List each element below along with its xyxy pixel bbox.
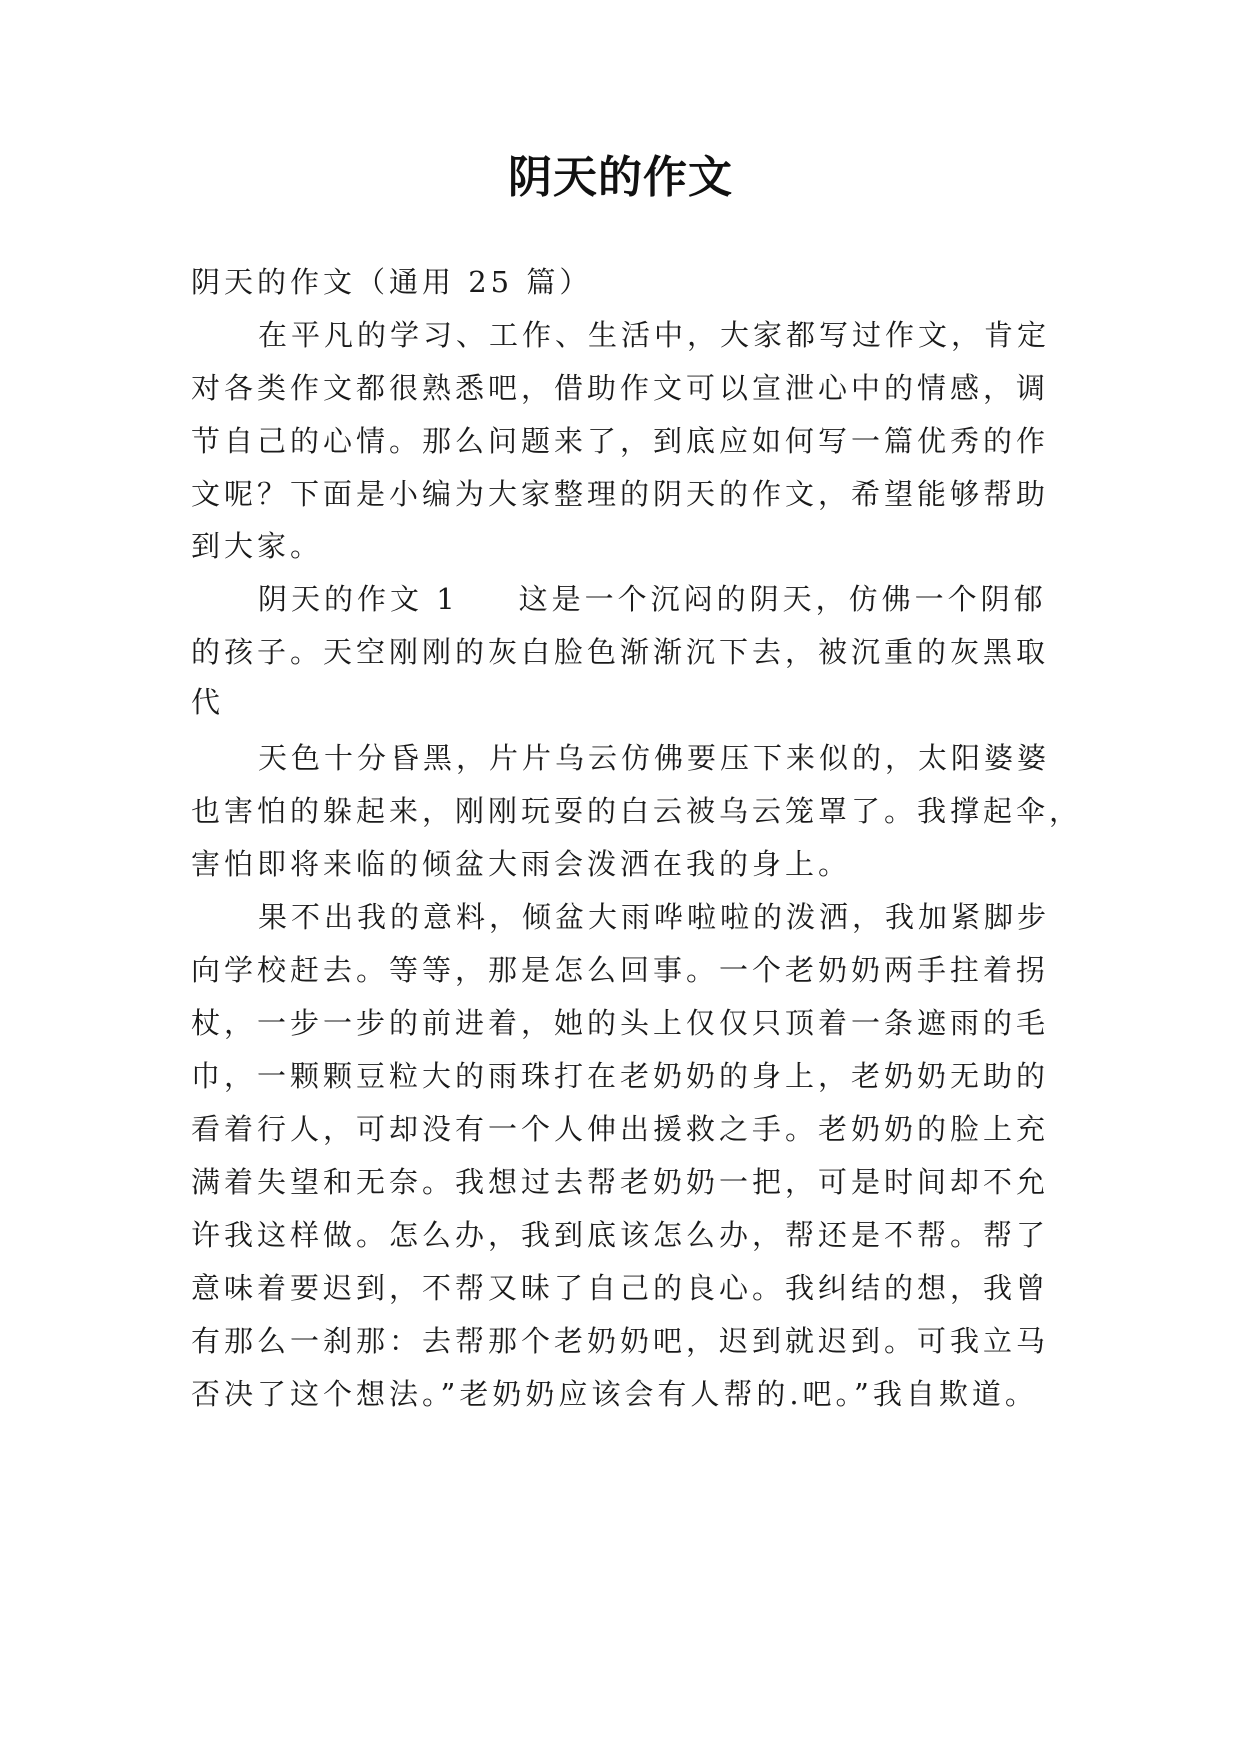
paragraph-line: 许我这样做。怎么办，我到底该怎么办，帮还是不帮。帮了 <box>191 1218 1050 1252</box>
paragraph-line: 有那么一刹那：去帮那个老奶奶吧，迟到就迟到。可我立马 <box>191 1324 1050 1358</box>
essay1-first-line <box>258 579 1051 619</box>
intro-line: 文呢？下面是小编为大家整理的阴天的作文，希望能够帮助 <box>191 477 1050 511</box>
paragraph-line: 果不出我的意料，倾盆大雨哗啦啦的泼洒，我加紧脚步 <box>258 900 1051 934</box>
paragraph-line: 天色十分昏黑，片片乌云仿佛要压下来似的，太阳婆婆 <box>258 741 1051 775</box>
page-title: 阴天的作文 <box>508 152 733 203</box>
paragraph-line: 向学校赶去。等等，那是怎么回事。一个老奶奶两手拄着拐 <box>191 953 1050 987</box>
essay1-heading: 阴天的作文 1 <box>258 582 459 616</box>
essay1-line: 代 <box>191 685 225 719</box>
document-subtitle: 阴天的作文（通用 25 篇） <box>191 265 593 299</box>
paragraph-line: 害怕即将来临的倾盆大雨会泼洒在我的身上。 <box>191 847 852 881</box>
paragraph-line: 巾，一颗颗豆粒大的雨珠打在老奶奶的身上，老奶奶无助的 <box>191 1059 1050 1093</box>
intro-line: 在平凡的学习、工作、生活中，大家都写过作文，肯定 <box>258 318 1051 352</box>
intro-line: 节自己的心情。那么问题来了，到底应如何写一篇优秀的作 <box>191 424 1050 458</box>
paragraph-line: 否决了这个想法。”老奶奶应该会有人帮的.吧。”我自欺道。 <box>191 1377 1038 1411</box>
paragraph-line: 看着行人，可却没有一个人伸出援救之手。老奶奶的脸上充 <box>191 1112 1050 1146</box>
paragraph-line: 杖，一步一步的前进着，她的头上仅仅只顶着一条遮雨的毛 <box>191 1006 1050 1040</box>
intro-line: 对各类作文都很熟悉吧，借助作文可以宣泄心中的情感，调 <box>191 371 1050 405</box>
essay1-line: 的孩子。天空刚刚的灰白脸色渐渐沉下去，被沉重的灰黑取 <box>191 635 1050 669</box>
intro-line: 到大家。 <box>191 529 324 563</box>
paragraph-line: 也害怕的躲起来，刚刚玩耍的白云被乌云笼罩了。我撑起伞， <box>191 794 1083 828</box>
paragraph-line: 意味着要迟到，不帮又昧了自己的良心。我纠结的想，我曾 <box>191 1271 1050 1305</box>
paragraph-line: 满着失望和无奈。我想过去帮老奶奶一把，可是时间却不允 <box>191 1165 1050 1199</box>
essay1-line: 这是一个沉闷的阴天，仿佛一个阴郁 <box>518 582 1047 616</box>
